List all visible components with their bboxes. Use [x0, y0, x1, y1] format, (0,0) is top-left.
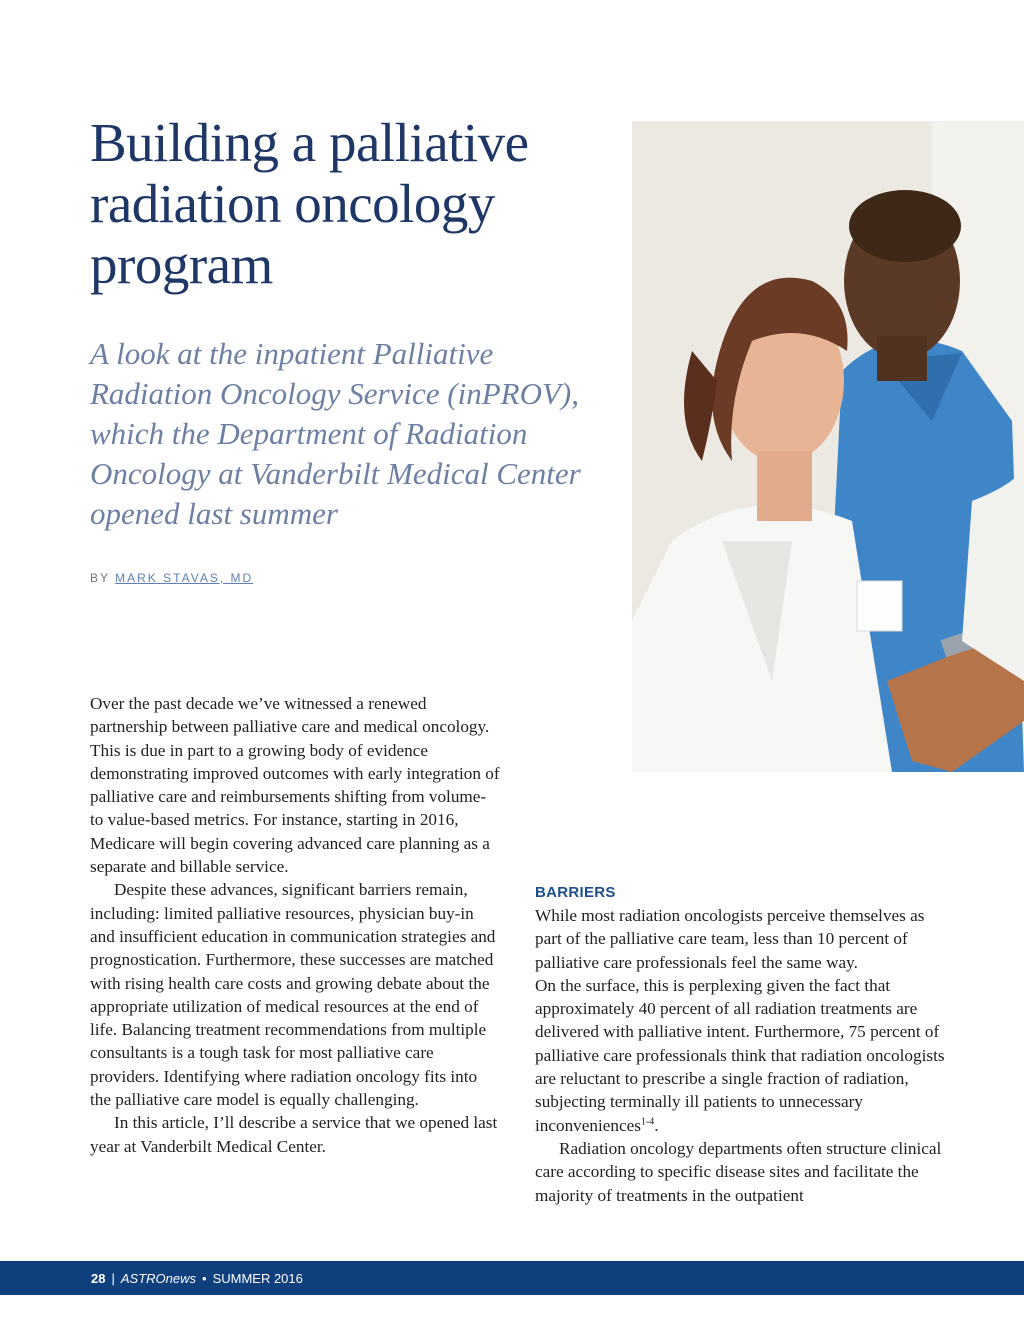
byline-prefix: BY [90, 571, 110, 585]
body-column-left [90, 692, 500, 1158]
page-footer [0, 1261, 1024, 1295]
page-number: 28 [91, 1270, 106, 1286]
author-link[interactable]: MARK STAVAS, MD [115, 571, 254, 585]
body-paragraph: Despite these advances, significant barriers remain, including: limited palliative resources, physician buy-in and insufficient education in communication strategies and prognostication. Furthermore, these successes are matched with rising health care costs and growing debate about the appropriate utilization of medical resources at the end of life. Balancing treatment recommendations from multiple consultants is a tough task for most palliative care providers. Identifying where radiation oncology fits into the palliative care model is equally challenging. [90, 880, 496, 1110]
issue-date: SUMMER 2016 [212, 1270, 303, 1286]
body-paragraph: In this article, I’ll describe a service that we opened last year at Vanderbilt Medical Center. [90, 1113, 498, 1156]
body-column-right [535, 882, 945, 1207]
article-subtitle: A look at the inpatient Palliative Radiation Oncology Service (inPROV), which the Department of Radiation Oncology at Vanderbilt Medical Center opened last summer [90, 336, 581, 531]
paragraph-text: On the surface, this is perplexing given the fact that approximately 40 percent of all radiation treatments are delivered with palliative intent. Furthermore, 75 percent of palliative care professionals think that radiation oncologists are reluctant to prescribe a single fraction of radiation, subjecting terminally ill patients to unnecessary inconveniences [535, 975, 945, 1135]
citation-reference[interactable]: 1-4 [640, 1115, 655, 1127]
article-title: Building a palliative radiation oncology program [90, 112, 529, 295]
footer-bullet: • [202, 1270, 207, 1286]
section-heading-barriers: BARRIERS [535, 884, 616, 901]
publication-name: ASTROnews [120, 1270, 196, 1286]
article-photo [632, 121, 1024, 772]
paragraph-end: . [654, 1115, 659, 1135]
photo-icon [632, 121, 1024, 772]
footer-separator: | [111, 1270, 115, 1286]
body-paragraph: Radiation oncology departments often structure clinical care according to specific disease sites and facilitate the majority of treatments in the outpatient [535, 1138, 942, 1205]
body-paragraph: Over the past decade we’ve witnessed a renewed partnership between palliative care and medical oncology. This is due in part to a growing body of evidence demonstrating improved outcomes with early integration of palliative care and reimbursements shifting from volume- to value-based metrics. For instance, starting in 2016, Medicare will begin covering advanced care planning as a separate and billable service. [90, 694, 500, 877]
byline [90, 571, 253, 585]
body-paragraph: While most radiation oncologists perceive themselves as part of the palliative care team, less than 10 percent of palliative care professionals feel the same way. [535, 906, 925, 972]
body-paragraph [535, 974, 945, 1137]
